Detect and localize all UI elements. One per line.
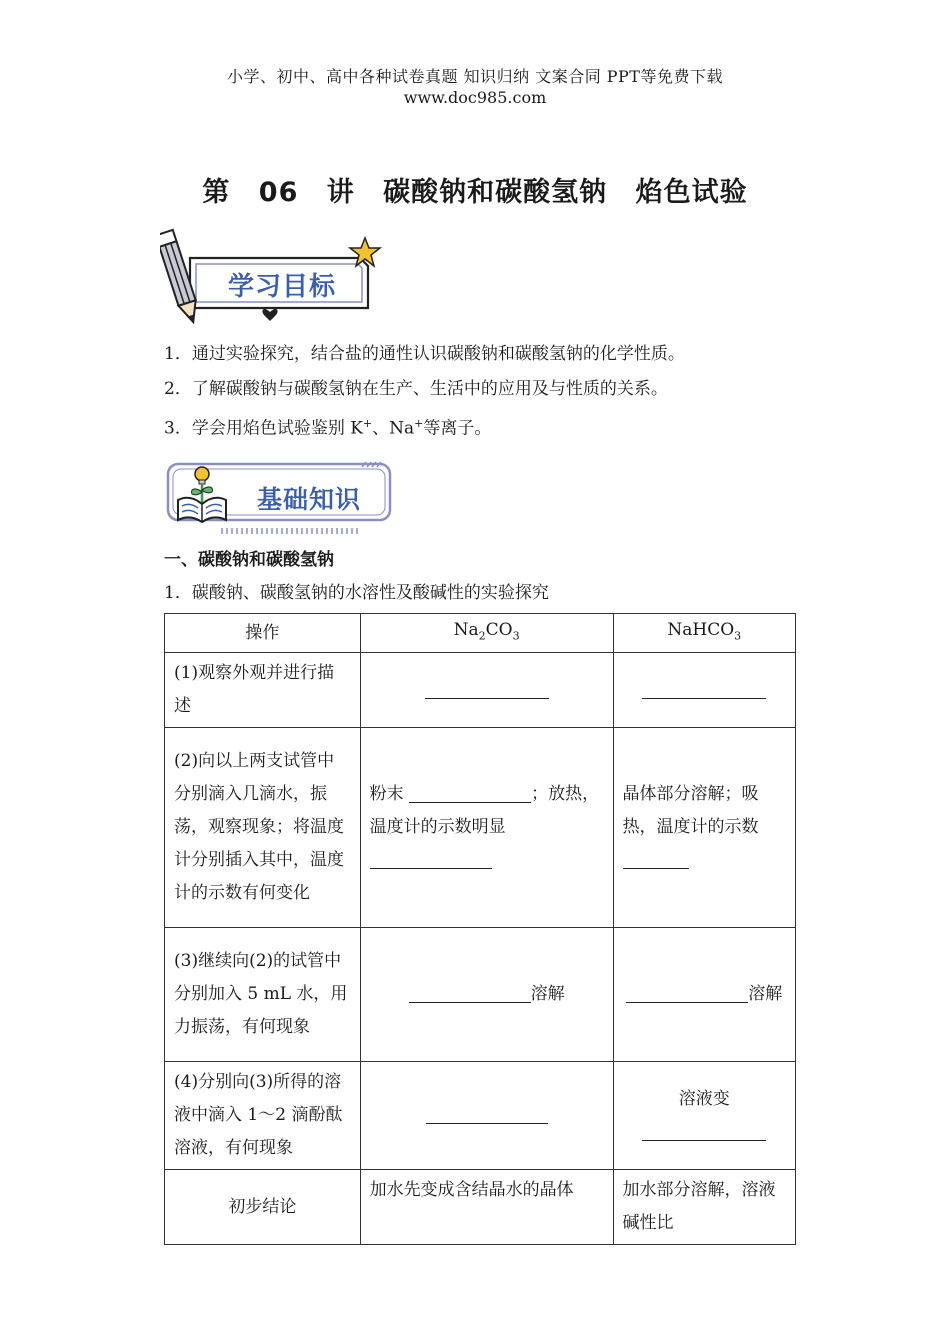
formula-part: CO [485,620,513,640]
operation-cell: (4)分别向(3)所得的溶液中滴入 1～2 滴酚酞溶液，有何现象 [165,1062,361,1170]
learning-goals-list [164,340,804,445]
basic-knowledge-label: 基础知识 [256,485,361,514]
goal-item: 2．了解碳酸钠与碳酸氢钠在生产、生活中的应用及与性质的关系。 [164,379,668,399]
table-row [165,653,796,728]
answer-text: 晶体部分溶解；吸热，温度计的示数 [622,784,759,838]
answer-text: 溶解 [530,984,565,1005]
conclusion-cell: 加水先变成含结晶水的晶体 [360,1170,613,1245]
operation-cell: (3)继续向(2)的试管中分别加入 5 mL 水，用力振荡，有何现象 [165,928,361,1062]
column-header-nahco3 [613,614,796,653]
fill-in-blank[interactable] [409,986,531,1003]
answer-cell [613,1062,796,1170]
header-url[interactable]: www.doc985.com [403,88,547,107]
answer-cell [613,728,796,928]
answer-cell [613,928,796,1062]
answer-text: 粉末 [369,784,404,805]
fill-in-blank[interactable] [642,1124,766,1141]
formula-part: Na [453,620,479,640]
lesson-title: 第 06 讲 碳酸钠和碳酸氢钠 焰色试验 [202,177,748,208]
fill-in-blank[interactable] [370,852,492,869]
answer-cell [360,1062,613,1170]
table-row [165,1170,796,1245]
operation-cell: (1)观察外观并进行描述 [165,653,361,728]
fill-in-blank[interactable] [409,786,531,803]
formula-subscript: 3 [512,629,520,643]
goal-text: 等离子。 [423,418,492,439]
answer-cell [360,728,613,928]
answer-cell [360,653,613,728]
operation-cell: (2)向以上两支试管中分别滴入几滴水，振荡，观察现象；将温度计分别插入其中，温度计的示数有何变化 [165,728,361,928]
fill-in-blank[interactable] [425,682,549,699]
answer-cell [360,928,613,1062]
table-header-row [165,614,796,653]
answer-text: 溶解 [748,984,783,1005]
ion-charge: + [362,417,373,430]
goal-item: 1．通过实验探究，结合盐的通性认识碳酸钠和碳酸氢钠的化学性质。 [164,344,685,364]
formula-part: NaHCO [667,620,735,640]
header-tagline: 小学、初中、高中各种试卷真题 知识归纳 文案合同 PPT等免费下载 [227,67,723,86]
answer-text: ；放热，温度计的示数明显 [369,784,600,838]
formula-subscript: 3 [734,629,742,643]
learning-goals-badge [160,228,382,326]
fill-in-blank[interactable] [642,682,766,699]
learning-goals-label: 学习目标 [227,272,336,302]
section-heading: 一、碳酸钠和碳酸氢钠 [164,550,334,570]
experiment-table [164,613,796,1245]
ion-charge: + [414,417,424,430]
operation-cell: 初步结论 [165,1170,361,1245]
goal-text: 3．学会用焰色试验鉴别 K [164,418,363,439]
sub-heading: 1．碳酸钠、碳酸氢钠的水溶性及酸碱性的实验探究 [164,583,549,603]
goal-text: 、Na [372,418,415,439]
table-row [165,728,796,928]
column-header-na2co3 [360,614,613,653]
goal-item [164,410,804,445]
answer-cell [613,653,796,728]
basic-knowledge-badge [162,460,394,542]
fill-in-blank[interactable] [626,986,748,1003]
table-row [165,1062,796,1170]
formula-subscript: 2 [478,629,486,643]
conclusion-cell: 加水部分溶解，溶液碱性比 [613,1170,796,1245]
answer-text: 溶液变 [678,1088,730,1109]
table-row [165,928,796,1062]
column-header-operation: 操作 [165,614,361,653]
fill-in-blank[interactable] [426,1107,548,1124]
fill-in-blank[interactable] [623,852,689,869]
